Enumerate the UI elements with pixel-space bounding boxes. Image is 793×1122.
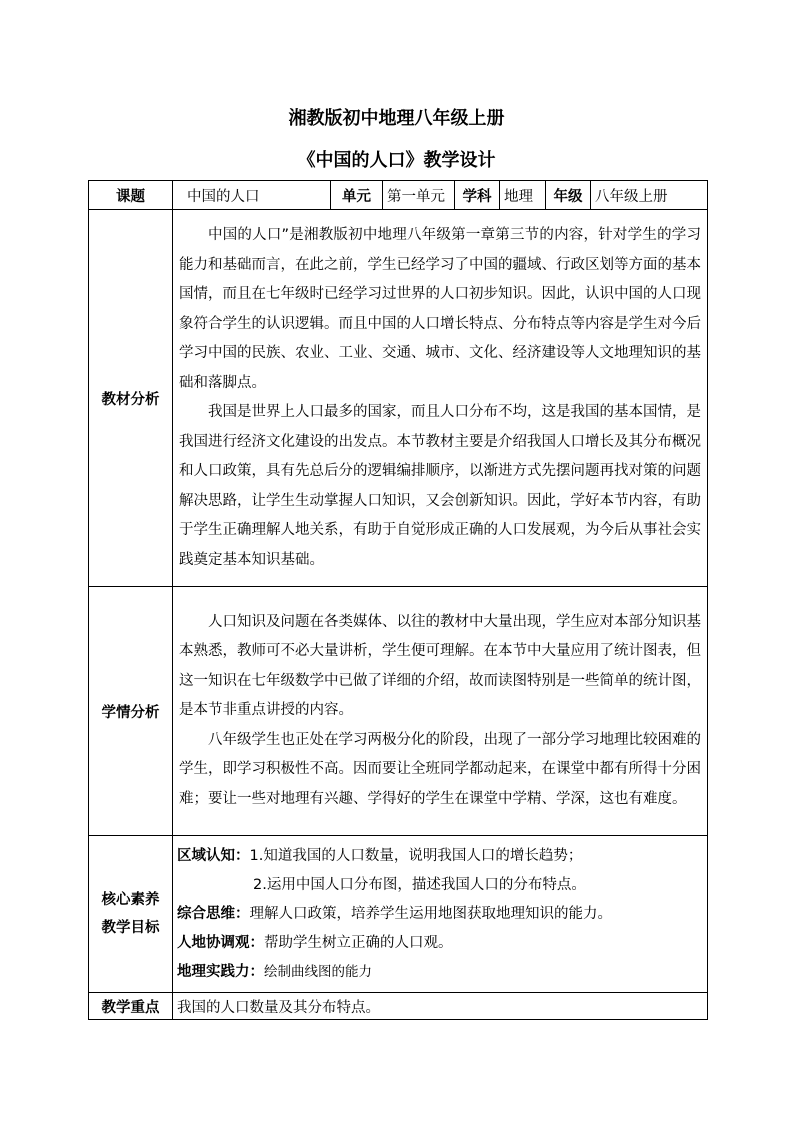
subject-label: 学科 (455, 181, 500, 210)
harmony-label: 人地协调观： (177, 934, 264, 951)
textbook-analysis-content (173, 210, 708, 587)
region-text-1: 1.知道我国的人口数量，说明我国人口的增长趋势； (249, 847, 583, 864)
key-points-label: 教学重点 (89, 993, 173, 1020)
document-subtitle: 《中国的人口》教学设计 (297, 150, 496, 171)
textbook-paragraph-1: 中国的人口”是湘教版初中地理八年级第一章第三节的内容，针对学生的学习能力和基础而言，在此之前，学生已经学习了中国的疆域、行政区划等方面的基本国情，而且在七年级时已经学习过世界的人口初步知识。因此，认识中国的人口现象符合学生的认识逻辑。而且中国的人口增长特点、分布特点等内容是学生对今后学习中国的民族、农业、工业、交通、城市、文化、经济建设等人文地理知识的基础和落脚点。 (179, 227, 701, 391)
learner-paragraph-2: 八年级学生也正处在学习两极分化的阶段，出现了一部分学习地理比较困难的学生，即学习积极性不高。因而要让全班同学都动起来，在课堂中都有所得十分困难；要让一些对地理有兴趣、学得好的学生在课堂中学精、学深，这也有难度。 (179, 731, 701, 807)
practice-label: 地理实践力： (177, 963, 264, 980)
thinking-goal (173, 900, 707, 929)
textbook-paragraph-2: 我国是世界上人口最多的国家，而且人口分布不均，这是我国的基本国情，是我国进行经济文化建设的出发点。本节教材主要是介绍我国人口增长及其分布概况和人口政策，具有先总后分的逻辑编排顺序，以渐进方式先摆问题再找对策的问题解决思路，让学生生动掌握人口知识，又会创新知识。因此，学好本节内容，有助于学生正确理解人地关系，有助于自觉形成正确的人口发展观，为今后从事社会实践奠定基本知识基础。 (179, 404, 701, 568)
unit-value: 第一单元 (383, 181, 455, 210)
unit-label: 单元 (331, 181, 383, 210)
textbook-analysis-label: 教材分析 (89, 210, 173, 587)
core-goals-label (89, 836, 173, 993)
core-goals-content (173, 836, 708, 993)
learner-analysis-row (89, 587, 708, 836)
textbook-analysis-row (89, 210, 708, 587)
core-goals-label-line1: 核心素养 (101, 892, 160, 908)
learner-analysis-label: 学情分析 (89, 587, 173, 836)
header-row (89, 181, 708, 210)
core-goals-row (89, 836, 708, 993)
learner-analysis-content (173, 587, 708, 836)
thinking-label: 综合思维： (177, 905, 250, 922)
key-points-content: 我国的人口数量及其分布特点。 (173, 993, 708, 1020)
harmony-goal (173, 929, 707, 958)
topic-label: 课题 (89, 181, 173, 210)
harmony-text: 帮助学生树立正确的人口观。 (264, 934, 453, 951)
key-points-row (89, 993, 708, 1020)
practice-text: 绘制曲线图的能力 (264, 963, 372, 980)
practice-goal (173, 958, 707, 987)
region-label: 区域认知： (177, 847, 250, 864)
document-title: 湘教版初中地理八年级上册 (288, 108, 505, 129)
region-goal-1 (173, 842, 707, 871)
region-goal-2: 2.运用中国人口分布图，描述我国人口的分布特点。 (253, 876, 586, 893)
subject-value: 地理 (500, 181, 546, 210)
grade-label: 年级 (546, 181, 591, 210)
grade-value: 八年级上册 (591, 181, 708, 210)
topic-value: 中国的人口 (173, 181, 331, 210)
core-goals-label-line2: 教学目标 (101, 920, 160, 936)
lesson-plan-table (88, 180, 708, 1020)
thinking-text: 理解人口政策，培养学生运用地图获取地理知识的能力。 (249, 905, 612, 922)
learner-paragraph-1: 人口知识及问题在各类媒体、以往的教材中大量出现，学生应对本部分知识基本熟悉，教师可不必大量讲析，学生便可理解。在本节中大量应用了统计图表，但这一知识在七年级数学中已做了详细的介绍，故而读图特别是一些简单的统计图，是本节非重点讲授的内容。 (179, 613, 701, 719)
